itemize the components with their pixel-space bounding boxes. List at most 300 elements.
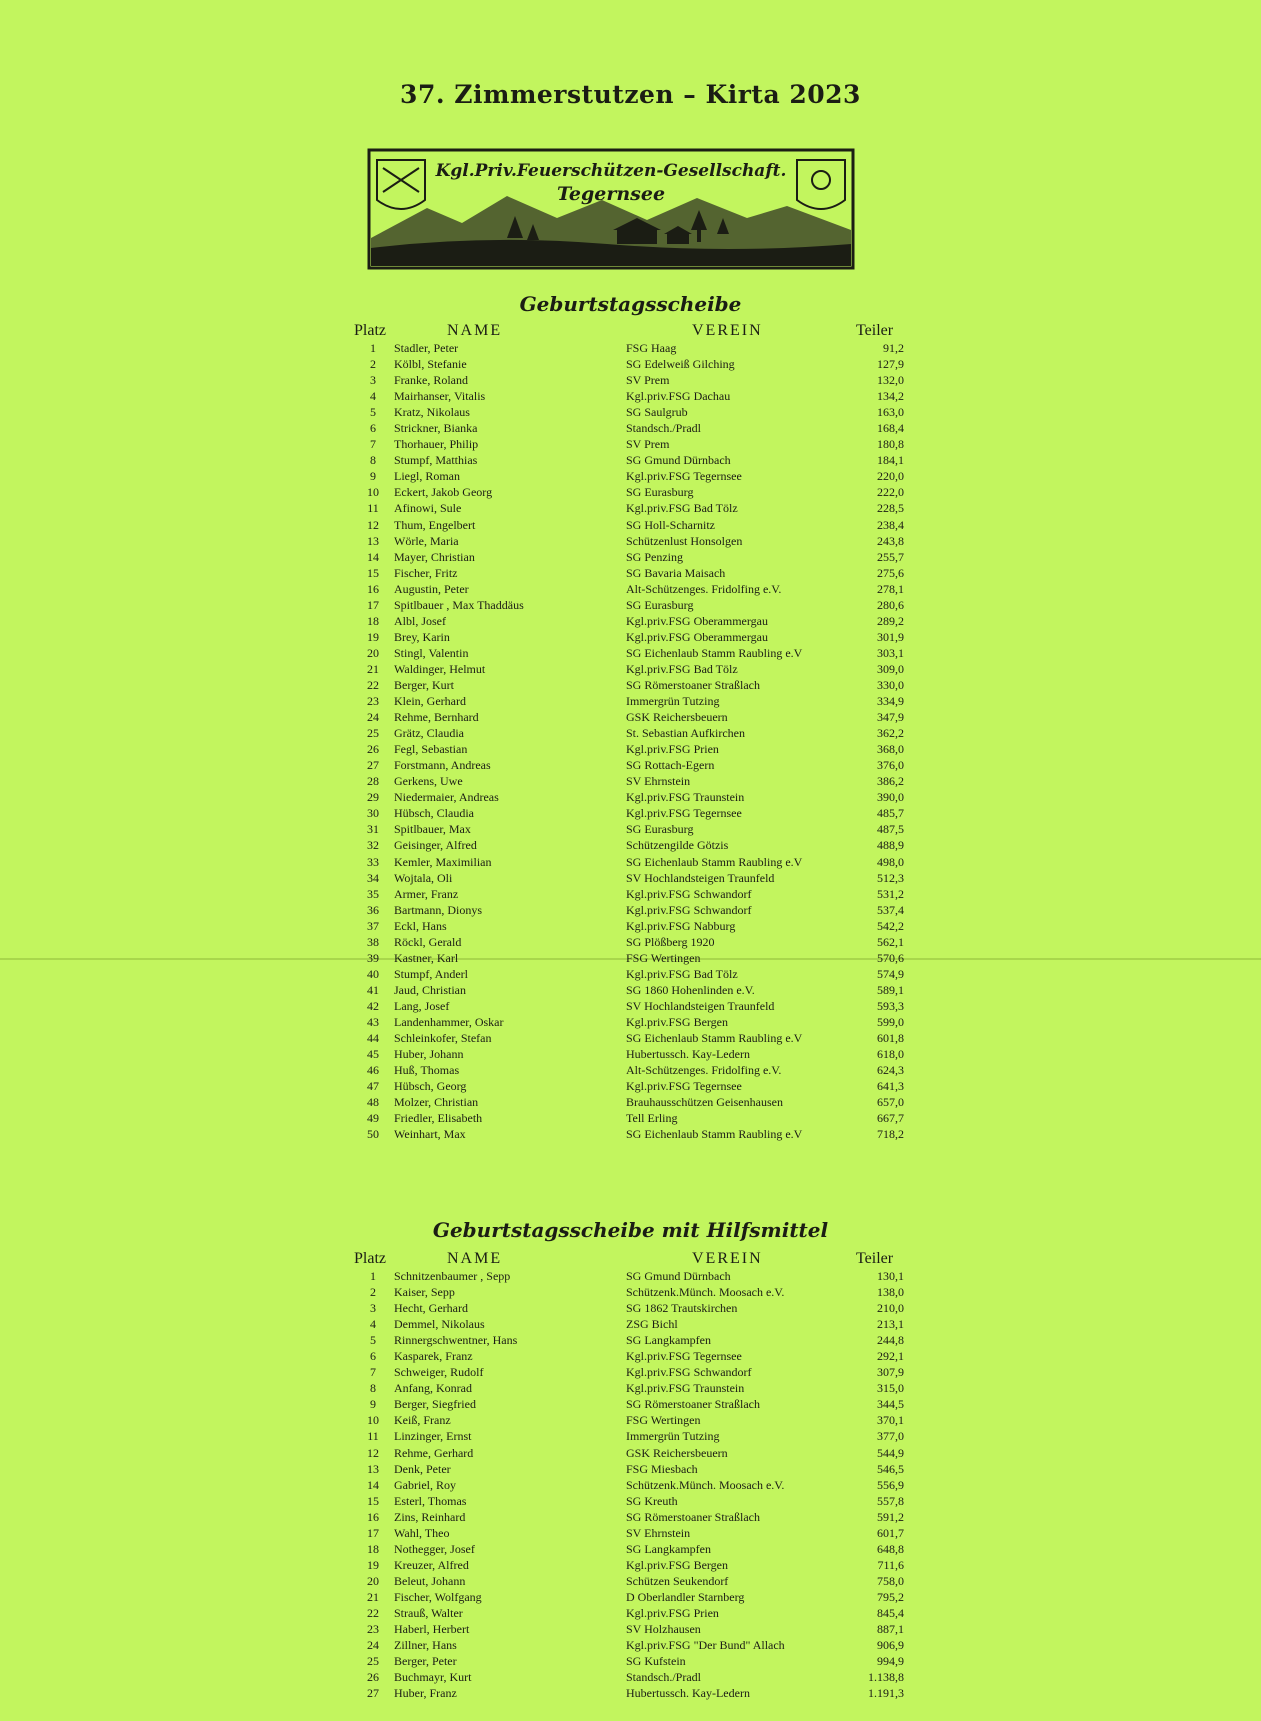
table-row bbox=[350, 1078, 910, 1094]
rank-cell: 15 bbox=[367, 565, 379, 580]
rank-cell: 42 bbox=[367, 998, 379, 1013]
name-cell: Berger, Peter bbox=[394, 1654, 457, 1669]
club-cell: Schützen Seukendorf bbox=[626, 1573, 729, 1588]
club-cell: FSG Wertingen bbox=[626, 950, 701, 965]
rank-cell: 26 bbox=[367, 742, 379, 757]
table-row bbox=[350, 1509, 910, 1525]
table-row bbox=[350, 533, 910, 549]
rank-cell: 16 bbox=[367, 581, 379, 596]
club-cell: Kgl.priv.FSG Schwandorf bbox=[626, 902, 752, 917]
club-cell: SG Eichenlaub Stamm Raubling e.V bbox=[626, 1031, 803, 1046]
table-row bbox=[350, 773, 910, 789]
score-cell: 289,2 bbox=[877, 613, 904, 628]
score-cell: 641,3 bbox=[877, 1079, 904, 1094]
name-cell: Eckert, Jakob Georg bbox=[394, 485, 493, 500]
table-row bbox=[350, 517, 910, 533]
rank-cell: 13 bbox=[367, 1461, 379, 1476]
club-cell: Kgl.priv.FSG Schwandorf bbox=[626, 1365, 752, 1380]
score-cell: 1.138,8 bbox=[868, 1670, 904, 1685]
club-cell: Kgl.priv.FSG Prien bbox=[626, 1605, 719, 1620]
table-row bbox=[350, 1493, 910, 1509]
club-cell: Standsch./Pradl bbox=[626, 421, 701, 436]
table-row bbox=[350, 581, 910, 597]
club-cell: Hubertussch. Kay-Ledern bbox=[626, 1686, 750, 1701]
header-rank: Platz bbox=[354, 1250, 386, 1267]
club-cell: Kgl.priv.FSG Dachau bbox=[626, 389, 731, 404]
score-cell: 130,1 bbox=[877, 1269, 904, 1283]
score-cell: 1.191,3 bbox=[868, 1686, 904, 1701]
table-row bbox=[350, 1014, 910, 1030]
club-cell: Immergrün Tutzing bbox=[626, 694, 720, 709]
table-row bbox=[350, 966, 910, 982]
name-cell: Keiß, Franz bbox=[394, 1413, 451, 1428]
club-cell: Alt-Schützenges. Fridolfing e.V. bbox=[626, 581, 782, 596]
society-logo bbox=[367, 148, 855, 270]
rank-cell: 36 bbox=[367, 902, 379, 917]
club-cell: SV Prem bbox=[626, 373, 670, 388]
rank-cell: 5 bbox=[370, 1333, 376, 1348]
rank-cell: 1 bbox=[370, 1269, 376, 1283]
score-cell: 795,2 bbox=[877, 1589, 904, 1604]
name-cell: Eckl, Hans bbox=[394, 918, 447, 933]
header-score: Teiler bbox=[856, 322, 894, 339]
score-cell: 184,1 bbox=[877, 453, 904, 468]
score-cell: 589,1 bbox=[877, 982, 904, 997]
club-cell: Immergrün Tutzing bbox=[626, 1429, 720, 1444]
name-cell: Mayer, Christian bbox=[394, 549, 475, 564]
rank-cell: 6 bbox=[370, 421, 376, 436]
rank-cell: 8 bbox=[370, 1381, 376, 1396]
score-cell: 498,0 bbox=[877, 854, 904, 869]
score-cell: 887,1 bbox=[877, 1622, 904, 1637]
club-cell: SV Hochlandsteigen Traunfeld bbox=[626, 870, 775, 885]
rank-cell: 10 bbox=[367, 1413, 379, 1428]
table-row bbox=[350, 870, 910, 886]
name-cell: Fischer, Fritz bbox=[394, 565, 458, 580]
table-header bbox=[350, 322, 910, 340]
score-cell: 303,1 bbox=[877, 645, 904, 660]
score-cell: 301,9 bbox=[877, 629, 904, 644]
rank-cell: 31 bbox=[367, 822, 379, 837]
table-row bbox=[350, 356, 910, 372]
rank-cell: 19 bbox=[367, 1557, 379, 1572]
club-cell: Kgl.priv.FSG Tegernsee bbox=[626, 469, 742, 484]
club-cell: Kgl.priv.FSG Bergen bbox=[626, 1557, 728, 1572]
score-cell: 512,3 bbox=[877, 870, 904, 885]
name-cell: Schleinkofer, Stefan bbox=[394, 1031, 492, 1046]
rank-cell: 20 bbox=[367, 645, 379, 660]
club-cell: Kgl.priv.FSG Bad Tölz bbox=[626, 966, 738, 981]
score-cell: 292,1 bbox=[877, 1349, 904, 1364]
rank-cell: 15 bbox=[367, 1493, 379, 1508]
rank-cell: 22 bbox=[367, 677, 379, 692]
score-cell: 347,9 bbox=[877, 710, 904, 725]
score-cell: 330,0 bbox=[877, 677, 904, 692]
name-cell: Hübsch, Claudia bbox=[394, 806, 474, 821]
name-cell: Grätz, Claudia bbox=[394, 726, 464, 741]
score-cell: 599,0 bbox=[877, 1014, 904, 1029]
name-cell: Augustin, Peter bbox=[394, 581, 469, 596]
score-cell: 222,0 bbox=[877, 485, 904, 500]
rank-cell: 41 bbox=[367, 982, 379, 997]
rank-cell: 49 bbox=[367, 1111, 379, 1126]
table-row bbox=[350, 613, 910, 629]
club-cell: SG Edelweiß Gilching bbox=[626, 357, 735, 372]
table-row bbox=[350, 1605, 910, 1621]
club-cell: SG Gmund Dürnbach bbox=[626, 1269, 731, 1283]
table-row bbox=[350, 1364, 910, 1380]
name-cell: Franke, Roland bbox=[394, 373, 468, 388]
score-cell: 91,2 bbox=[883, 341, 904, 355]
club-cell: SG Eurasburg bbox=[626, 597, 694, 612]
name-cell: Spitlbauer, Max bbox=[394, 822, 471, 837]
table-row bbox=[350, 693, 910, 709]
club-cell: Schützenlust Honsolgen bbox=[626, 533, 743, 548]
name-cell: Beleut, Johann bbox=[394, 1573, 466, 1588]
name-cell: Nothegger, Josef bbox=[394, 1541, 475, 1556]
name-cell: Rehme, Bernhard bbox=[394, 710, 479, 725]
club-cell: Kgl.priv.FSG Nabburg bbox=[626, 918, 736, 933]
club-cell: FSG Miesbach bbox=[626, 1461, 698, 1476]
name-cell: Fischer, Wolfgang bbox=[394, 1589, 482, 1604]
name-cell: Liegl, Roman bbox=[394, 469, 460, 484]
table-row bbox=[350, 404, 910, 420]
name-cell: Esterl, Thomas bbox=[394, 1493, 467, 1508]
club-cell: Schützenk.Münch. Moosach e.V. bbox=[626, 1477, 785, 1492]
header-club: VEREIN bbox=[692, 322, 763, 339]
document-title: 37. Zimmerstutzen – Kirta 2023 bbox=[400, 80, 861, 109]
name-cell: Geisinger, Alfred bbox=[394, 838, 477, 853]
name-cell: Jaud, Christian bbox=[394, 982, 466, 997]
rank-cell: 48 bbox=[367, 1095, 379, 1110]
score-cell: 278,1 bbox=[877, 581, 904, 596]
rank-cell: 29 bbox=[367, 790, 379, 805]
score-cell: 210,0 bbox=[877, 1301, 904, 1316]
name-cell: Waldinger, Helmut bbox=[394, 661, 486, 676]
logo-line1: Kgl.Priv.Feuerschützen-Gesellschaft. bbox=[435, 161, 787, 181]
name-cell: Gabriel, Roy bbox=[394, 1477, 456, 1492]
club-cell: Kgl.priv.FSG "Der Bund" Allach bbox=[626, 1638, 785, 1653]
rank-cell: 28 bbox=[367, 774, 379, 789]
rank-cell: 23 bbox=[367, 694, 379, 709]
name-cell: Schnitzenbaumer , Sepp bbox=[394, 1269, 511, 1283]
table-row bbox=[350, 950, 910, 966]
name-cell: Klein, Gerhard bbox=[394, 694, 466, 709]
club-cell: GSK Reichersbeuern bbox=[626, 1445, 728, 1460]
table-row bbox=[350, 1030, 910, 1046]
club-cell: SG Plößberg 1920 bbox=[626, 934, 715, 949]
club-cell: Kgl.priv.FSG Tegernsee bbox=[626, 1079, 742, 1094]
rank-cell: 25 bbox=[367, 1654, 379, 1669]
name-cell: Forstmann, Andreas bbox=[394, 758, 491, 773]
score-cell: 601,7 bbox=[877, 1525, 904, 1540]
score-cell: 370,1 bbox=[877, 1413, 904, 1428]
name-cell: Niedermaier, Andreas bbox=[394, 790, 499, 805]
table-row bbox=[350, 886, 910, 902]
rank-cell: 32 bbox=[367, 838, 379, 853]
name-cell: Hecht, Gerhard bbox=[394, 1301, 468, 1316]
table-row bbox=[350, 1268, 910, 1284]
name-cell: Röckl, Gerald bbox=[394, 934, 462, 949]
rank-cell: 11 bbox=[367, 1429, 379, 1444]
table-body bbox=[350, 1268, 910, 1701]
score-cell: 718,2 bbox=[877, 1127, 904, 1142]
rank-cell: 26 bbox=[367, 1670, 379, 1685]
club-cell: SG Penzing bbox=[626, 549, 683, 564]
club-cell: Hubertussch. Kay-Ledern bbox=[626, 1047, 750, 1062]
name-cell: Huß, Thomas bbox=[394, 1063, 460, 1078]
score-cell: 220,0 bbox=[877, 469, 904, 484]
club-cell: SG Eurasburg bbox=[626, 822, 694, 837]
header-name: NAME bbox=[447, 322, 503, 339]
club-cell: SG 1860 Hohenlinden e.V. bbox=[626, 982, 755, 997]
club-cell: SG Bavaria Maisach bbox=[626, 565, 726, 580]
name-cell: Brey, Karin bbox=[394, 629, 450, 644]
club-cell: St. Sebastian Aufkirchen bbox=[626, 726, 745, 741]
name-cell: Schweiger, Rudolf bbox=[394, 1365, 484, 1380]
score-cell: 238,4 bbox=[877, 517, 904, 532]
score-cell: 315,0 bbox=[877, 1381, 904, 1396]
rank-cell: 37 bbox=[367, 918, 379, 933]
table-row bbox=[350, 1284, 910, 1300]
score-cell: 544,9 bbox=[877, 1445, 904, 1460]
name-cell: Rinnergschwentner, Hans bbox=[394, 1333, 518, 1348]
rank-cell: 17 bbox=[367, 1525, 379, 1540]
rank-cell: 22 bbox=[367, 1605, 379, 1620]
club-cell: SG Saulgrub bbox=[626, 405, 688, 420]
header-score: Teiler bbox=[856, 1250, 894, 1267]
name-cell: Lang, Josef bbox=[394, 998, 450, 1013]
score-cell: 307,9 bbox=[877, 1365, 904, 1380]
name-cell: Stumpf, Anderl bbox=[394, 966, 468, 981]
table-row bbox=[350, 1094, 910, 1110]
table-row bbox=[350, 725, 910, 741]
name-cell: Stingl, Valentin bbox=[394, 645, 469, 660]
table-row bbox=[350, 629, 910, 645]
name-cell: Berger, Siegfried bbox=[394, 1397, 476, 1412]
club-cell: Tell Erling bbox=[626, 1111, 678, 1126]
rank-cell: 18 bbox=[367, 1541, 379, 1556]
name-cell: Friedler, Elisabeth bbox=[394, 1111, 483, 1126]
score-cell: 386,2 bbox=[877, 774, 904, 789]
table-row bbox=[350, 1126, 910, 1142]
score-cell: 376,0 bbox=[877, 758, 904, 773]
score-cell: 657,0 bbox=[877, 1095, 904, 1110]
name-cell: Wojtala, Oli bbox=[394, 870, 453, 885]
results-table-geburtstagsscheibe bbox=[350, 322, 910, 1142]
name-cell: Hübsch, Georg bbox=[394, 1079, 467, 1094]
name-cell: Zins, Reinhard bbox=[394, 1509, 466, 1524]
table-row bbox=[350, 805, 910, 821]
table-row bbox=[350, 1348, 910, 1364]
rank-cell: 20 bbox=[367, 1573, 379, 1588]
table-row bbox=[350, 549, 910, 565]
name-cell: Spitlbauer , Max Thaddäus bbox=[394, 597, 524, 612]
table-row bbox=[350, 388, 910, 404]
rank-cell: 21 bbox=[367, 1589, 379, 1604]
logo-line2: Tegernsee bbox=[556, 183, 666, 205]
rank-cell: 12 bbox=[367, 517, 379, 532]
score-cell: 537,4 bbox=[877, 902, 904, 917]
name-cell: Wahl, Theo bbox=[394, 1525, 450, 1540]
score-cell: 180,8 bbox=[877, 437, 904, 452]
score-cell: 134,2 bbox=[877, 389, 904, 404]
club-cell: Kgl.priv.FSG Traunstein bbox=[626, 1381, 745, 1396]
club-cell: SG Eichenlaub Stamm Raubling e.V bbox=[626, 1127, 803, 1142]
rank-cell: 3 bbox=[370, 1301, 376, 1316]
table-row bbox=[350, 918, 910, 934]
score-cell: 243,8 bbox=[877, 533, 904, 548]
name-cell: Demmel, Nikolaus bbox=[394, 1317, 485, 1332]
club-cell: Standsch./Pradl bbox=[626, 1670, 701, 1685]
name-cell: Albl, Josef bbox=[394, 613, 446, 628]
table-row bbox=[350, 982, 910, 998]
rank-cell: 12 bbox=[367, 1445, 379, 1460]
score-cell: 127,9 bbox=[877, 357, 904, 372]
name-cell: Huber, Johann bbox=[394, 1047, 464, 1062]
score-cell: 994,9 bbox=[877, 1654, 904, 1669]
section-title-geburtstagsscheibe: Geburtstagsscheibe bbox=[519, 292, 742, 316]
table-row bbox=[350, 741, 910, 757]
rank-cell: 30 bbox=[367, 806, 379, 821]
results-table-hilfsmittel bbox=[350, 1250, 910, 1701]
score-cell: 488,9 bbox=[877, 838, 904, 853]
score-cell: 244,8 bbox=[877, 1333, 904, 1348]
table-row bbox=[350, 854, 910, 870]
rank-cell: 25 bbox=[367, 726, 379, 741]
table-row bbox=[350, 789, 910, 805]
club-cell: Kgl.priv.FSG Traunstein bbox=[626, 790, 745, 805]
score-cell: 275,6 bbox=[877, 565, 904, 580]
club-cell: SG Kufstein bbox=[626, 1654, 686, 1669]
club-cell: Brauhausschützen Geisenhausen bbox=[626, 1095, 783, 1110]
rank-cell: 17 bbox=[367, 597, 379, 612]
club-cell: SG Römerstoaner Straßlach bbox=[626, 677, 760, 692]
score-cell: 624,3 bbox=[877, 1063, 904, 1078]
rank-cell: 2 bbox=[370, 1285, 376, 1300]
table-row bbox=[350, 1653, 910, 1669]
club-cell: FSG Haag bbox=[626, 341, 677, 355]
name-cell: Berger, Kurt bbox=[394, 677, 454, 692]
table-row bbox=[350, 1541, 910, 1557]
club-cell: SV Prem bbox=[626, 437, 670, 452]
rank-cell: 6 bbox=[370, 1349, 376, 1364]
rank-cell: 9 bbox=[370, 469, 376, 484]
table-row bbox=[350, 1046, 910, 1062]
table-row bbox=[350, 1445, 910, 1461]
table-row bbox=[350, 484, 910, 500]
rank-cell: 4 bbox=[370, 1317, 376, 1332]
club-cell: Alt-Schützenges. Fridolfing e.V. bbox=[626, 1063, 782, 1078]
rank-cell: 46 bbox=[367, 1063, 379, 1078]
table-body bbox=[350, 340, 910, 1142]
table-row bbox=[350, 468, 910, 484]
rank-cell: 4 bbox=[370, 389, 376, 404]
club-cell: SV Ehrnstein bbox=[626, 774, 691, 789]
rank-cell: 45 bbox=[367, 1047, 379, 1062]
name-cell: Kreuzer, Alfred bbox=[394, 1557, 469, 1572]
club-cell: SG Rottach-Egern bbox=[626, 758, 715, 773]
rank-cell: 23 bbox=[367, 1622, 379, 1637]
table-row bbox=[350, 1573, 910, 1589]
name-cell: Stadler, Peter bbox=[394, 341, 459, 355]
name-cell: Buchmayr, Kurt bbox=[394, 1670, 472, 1685]
club-cell: SG Gmund Dürnbach bbox=[626, 453, 731, 468]
club-cell: SG Langkampfen bbox=[626, 1541, 711, 1556]
club-cell: Schützenk.Münch. Moosach e.V. bbox=[626, 1285, 785, 1300]
score-cell: 362,2 bbox=[877, 726, 904, 741]
table-row bbox=[350, 1316, 910, 1332]
name-cell: Denk, Peter bbox=[394, 1461, 451, 1476]
club-cell: Kgl.priv.FSG Tegernsee bbox=[626, 806, 742, 821]
club-cell: SG 1862 Trautskirchen bbox=[626, 1301, 738, 1316]
rank-cell: 24 bbox=[367, 710, 379, 725]
score-cell: 485,7 bbox=[877, 806, 904, 821]
table-row bbox=[350, 500, 910, 516]
score-cell: 557,8 bbox=[877, 1493, 904, 1508]
score-cell: 368,0 bbox=[877, 742, 904, 757]
rank-cell: 16 bbox=[367, 1509, 379, 1524]
table-row bbox=[350, 1669, 910, 1685]
name-cell: Thorhauer, Philip bbox=[394, 437, 479, 452]
score-cell: 377,0 bbox=[877, 1429, 904, 1444]
score-cell: 574,9 bbox=[877, 966, 904, 981]
rank-cell: 14 bbox=[367, 1477, 379, 1492]
table-row bbox=[350, 452, 910, 468]
table-row bbox=[350, 1685, 910, 1701]
score-cell: 168,4 bbox=[877, 421, 904, 436]
club-cell: SG Eichenlaub Stamm Raubling e.V bbox=[626, 645, 803, 660]
club-cell: SV Holzhausen bbox=[626, 1622, 701, 1637]
club-cell: SV Hochlandsteigen Traunfeld bbox=[626, 998, 775, 1013]
name-cell: Mairhanser, Vitalis bbox=[394, 389, 486, 404]
club-cell: SG Eurasburg bbox=[626, 485, 694, 500]
name-cell: Kemler, Maximilian bbox=[394, 854, 492, 869]
table-row bbox=[350, 1525, 910, 1541]
table-row bbox=[350, 597, 910, 613]
name-cell: Stumpf, Matthias bbox=[394, 453, 478, 468]
rank-cell: 43 bbox=[367, 1014, 379, 1029]
club-cell: SG Kreuth bbox=[626, 1493, 678, 1508]
rank-cell: 19 bbox=[367, 629, 379, 644]
table-row bbox=[350, 1332, 910, 1348]
score-cell: 845,4 bbox=[877, 1605, 904, 1620]
table-row bbox=[350, 1637, 910, 1653]
rank-cell: 27 bbox=[367, 758, 379, 773]
score-cell: 228,5 bbox=[877, 501, 904, 516]
name-cell: Anfang, Konrad bbox=[394, 1381, 472, 1396]
score-cell: 334,9 bbox=[877, 694, 904, 709]
score-cell: 390,0 bbox=[877, 790, 904, 805]
club-cell: SG Eichenlaub Stamm Raubling e.V bbox=[626, 854, 803, 869]
club-cell: SG Langkampfen bbox=[626, 1333, 711, 1348]
club-cell: D Oberlandler Starnberg bbox=[626, 1589, 745, 1604]
score-cell: 667,7 bbox=[877, 1111, 904, 1126]
rank-cell: 50 bbox=[367, 1127, 379, 1142]
rank-cell: 11 bbox=[367, 501, 379, 516]
name-cell: Haberl, Herbert bbox=[394, 1622, 470, 1637]
club-cell: Kgl.priv.FSG Bad Tölz bbox=[626, 661, 738, 676]
name-cell: Afinowi, Sule bbox=[394, 501, 462, 516]
score-cell: 280,6 bbox=[877, 597, 904, 612]
section-title-hilfsmittel: Geburtstagsscheibe mit Hilfsmittel bbox=[432, 1218, 829, 1242]
score-cell: 711,6 bbox=[877, 1557, 904, 1572]
table-row bbox=[350, 709, 910, 725]
score-cell: 758,0 bbox=[877, 1573, 904, 1588]
name-cell: Gerkens, Uwe bbox=[394, 774, 463, 789]
club-cell: Kgl.priv.FSG Bad Tölz bbox=[626, 501, 738, 516]
score-cell: 132,0 bbox=[877, 373, 904, 388]
